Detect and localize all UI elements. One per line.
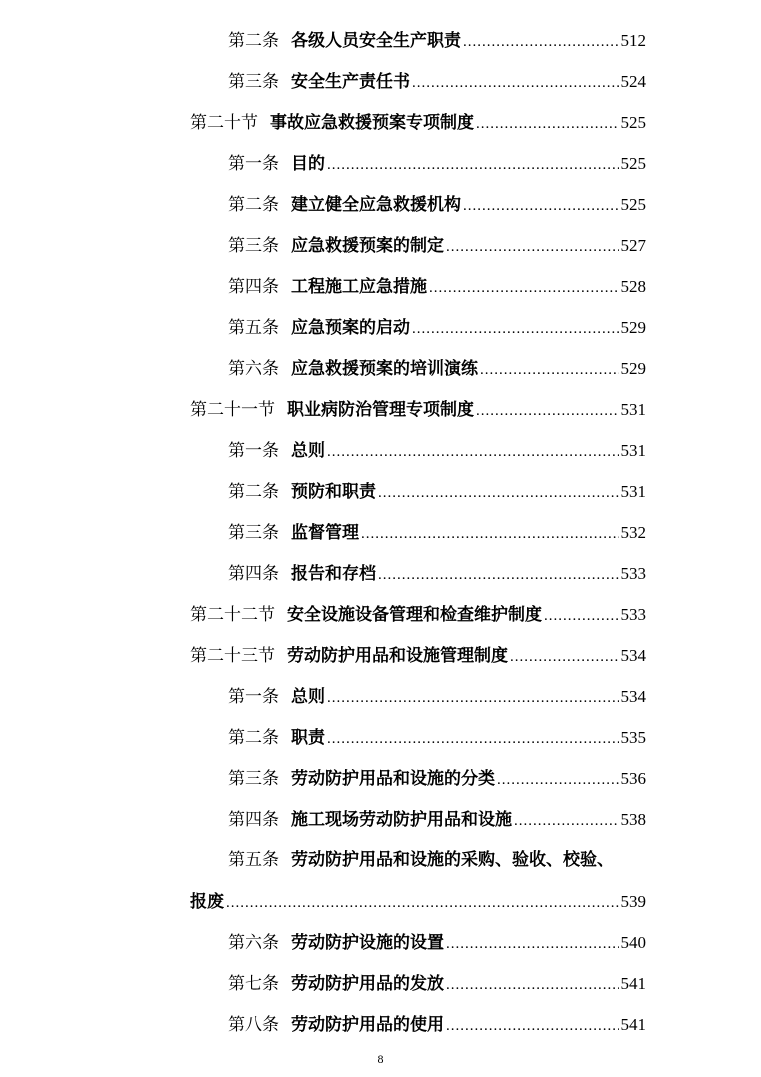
toc-entry-title: 建立健全应急救援机构 — [291, 195, 461, 215]
toc-entry-number: 第二十节 — [190, 113, 258, 133]
toc-entry-page: 539 — [620, 892, 646, 911]
toc-leader-dots — [446, 965, 619, 1006]
toc-leader-dots — [480, 350, 619, 391]
toc-entry[interactable] — [228, 963, 646, 1004]
toc-entry-title-continued: 报废 — [190, 892, 224, 912]
toc-leader-dots — [446, 924, 619, 965]
toc-entry[interactable] — [228, 1004, 646, 1045]
toc-leader-dots — [497, 760, 619, 801]
toc-entry-page: 533 — [620, 564, 646, 583]
toc-entry-number: 第三条 — [228, 72, 279, 92]
page-number-footer: 8 — [377, 1052, 384, 1066]
toc-leader-dots — [476, 104, 619, 145]
toc-entry-number: 第五条 — [228, 318, 279, 338]
toc-leader-dots — [327, 719, 619, 760]
toc-entry-page: 524 — [620, 72, 646, 91]
toc-entry[interactable] — [228, 717, 646, 758]
toc-leader-dots — [378, 555, 619, 596]
toc-entry-page: 529 — [620, 359, 646, 378]
toc-entry-number: 第六条 — [228, 359, 279, 379]
toc-entry[interactable] — [228, 430, 646, 471]
toc-entry-page: 532 — [620, 523, 646, 542]
toc-entry-page: 538 — [620, 810, 646, 829]
toc-entry-title: 职业病防治管理专项制度 — [287, 400, 474, 420]
toc-leader-dots — [510, 637, 619, 678]
toc-section-entry[interactable] — [190, 389, 646, 430]
toc-entry-title: 应急救援预案的制定 — [291, 236, 444, 256]
toc-entry-page: 531 — [620, 441, 646, 460]
toc-leader-dots — [544, 596, 619, 637]
toc-entry[interactable] — [228, 266, 646, 307]
toc-entry[interactable] — [228, 471, 646, 512]
toc-entry-title: 安全生产责任书 — [291, 72, 410, 92]
toc-entry-number: 第六条 — [228, 933, 279, 953]
toc-entry-title: 总则 — [291, 441, 325, 461]
toc-entry-title: 监督管理 — [291, 523, 359, 543]
toc-entry[interactable] — [228, 758, 646, 799]
toc-entry-page: 525 — [620, 154, 646, 173]
toc-entry-number: 第一条 — [228, 154, 279, 174]
toc-entry-number: 第三条 — [228, 236, 279, 256]
toc-entry-page: 541 — [620, 974, 646, 993]
toc-entry-page: 531 — [620, 400, 646, 419]
toc-entry-title: 职责 — [291, 728, 325, 748]
toc-entry-page: 534 — [620, 646, 646, 665]
toc-leader-dots — [429, 268, 619, 309]
toc-leader-dots — [412, 63, 619, 104]
toc-leader-dots — [463, 22, 619, 63]
toc-entry-page: 529 — [620, 318, 646, 337]
toc-entry-title: 应急预案的启动 — [291, 318, 410, 338]
toc-entry[interactable] — [228, 225, 646, 266]
toc-entry-page: 525 — [620, 195, 646, 214]
toc-entry-number: 第一条 — [228, 687, 279, 707]
toc-entry[interactable] — [228, 922, 646, 963]
toc-entry[interactable] — [228, 799, 646, 840]
toc-entry-title: 工程施工应急措施 — [291, 277, 427, 297]
toc-leader-dots — [476, 391, 619, 432]
toc-entry-title: 劳动防护用品的使用 — [291, 1015, 444, 1035]
toc-entry-number: 第四条 — [228, 277, 279, 297]
toc-entry-number: 第一条 — [228, 441, 279, 461]
toc-entry-title: 劳动防护用品和设施的采购、验收、校验、 — [291, 850, 614, 870]
toc-entry[interactable] — [228, 20, 646, 61]
toc-entry[interactable] — [228, 676, 646, 717]
toc-entry-page: 528 — [620, 277, 646, 296]
toc-entry-title: 各级人员安全生产职责 — [291, 31, 461, 51]
toc-entry-number: 第二条 — [228, 195, 279, 215]
toc-leader-dots — [327, 145, 619, 186]
toc-entry-title: 报告和存档 — [291, 564, 376, 584]
toc-entry-number: 第二条 — [228, 31, 279, 51]
toc-entry-number: 第四条 — [228, 810, 279, 830]
toc-entry-page: 540 — [620, 933, 646, 952]
toc-entry-number: 第八条 — [228, 1015, 279, 1035]
toc-entry-wrapped-line2[interactable] — [190, 881, 646, 922]
toc-leader-dots — [327, 678, 619, 719]
toc-leader-dots — [361, 514, 619, 555]
toc-entry-number: 第二十二节 — [190, 605, 275, 625]
toc-entry-number: 第七条 — [228, 974, 279, 994]
toc-entry-title: 劳动防护用品的发放 — [291, 974, 444, 994]
toc-entry[interactable] — [228, 143, 646, 184]
toc-entry[interactable] — [228, 348, 646, 389]
toc-entry-title: 总则 — [291, 687, 325, 707]
toc-entry[interactable] — [228, 307, 646, 348]
toc-entry-title: 安全设施设备管理和检查维护制度 — [287, 605, 542, 625]
toc-section-entry[interactable] — [190, 635, 646, 676]
toc-entry-title: 应急救援预案的培训演练 — [291, 359, 478, 379]
toc-entry-title: 目的 — [291, 154, 325, 174]
toc-leader-dots — [226, 883, 619, 924]
toc-section-entry[interactable] — [190, 594, 646, 635]
toc-entry-number: 第三条 — [228, 769, 279, 789]
toc-entry-page: 541 — [620, 1015, 646, 1034]
toc-entry[interactable] — [228, 512, 646, 553]
toc-section-entry[interactable] — [190, 102, 646, 143]
toc-entry-number: 第二条 — [228, 728, 279, 748]
toc-entry-page: 535 — [620, 728, 646, 747]
toc-leader-dots — [514, 801, 619, 842]
toc-entry-page: 512 — [620, 31, 646, 50]
toc-leader-dots — [463, 186, 619, 227]
toc-entry[interactable] — [228, 553, 646, 594]
toc-entry-title: 预防和职责 — [291, 482, 376, 502]
toc-entry-number: 第二十三节 — [190, 646, 275, 666]
toc-entry-page: 531 — [620, 482, 646, 501]
toc-entry-number: 第二十一节 — [190, 400, 275, 420]
toc-entry-number: 第四条 — [228, 564, 279, 584]
toc-entry-page: 534 — [620, 687, 646, 706]
toc-entry-wrapped-line1[interactable] — [228, 840, 646, 881]
toc-entry-title: 劳动防护用品和设施管理制度 — [287, 646, 508, 666]
toc-leader-dots — [327, 432, 619, 473]
toc-entry-number: 第二条 — [228, 482, 279, 502]
toc-leader-dots — [446, 1006, 619, 1047]
toc-entry-page: 525 — [620, 113, 646, 132]
toc-entry-title: 事故应急救援预案专项制度 — [270, 113, 474, 133]
toc-entry-page: 533 — [620, 605, 646, 624]
toc-entry-title: 劳动防护用品和设施的分类 — [291, 769, 495, 789]
toc-entry-title: 劳动防护设施的设置 — [291, 933, 444, 953]
toc-entry[interactable] — [228, 184, 646, 225]
toc-entry[interactable] — [228, 61, 646, 102]
toc-leader-dots — [412, 309, 619, 350]
toc-entry-title: 施工现场劳动防护用品和设施 — [291, 810, 512, 830]
toc-leader-dots — [446, 227, 619, 268]
toc-entry-page: 527 — [620, 236, 646, 255]
toc-entry-number: 第三条 — [228, 523, 279, 543]
toc-entry-page: 536 — [620, 769, 646, 788]
toc-leader-dots — [378, 473, 619, 514]
toc-entry-number: 第五条 — [228, 850, 279, 870]
